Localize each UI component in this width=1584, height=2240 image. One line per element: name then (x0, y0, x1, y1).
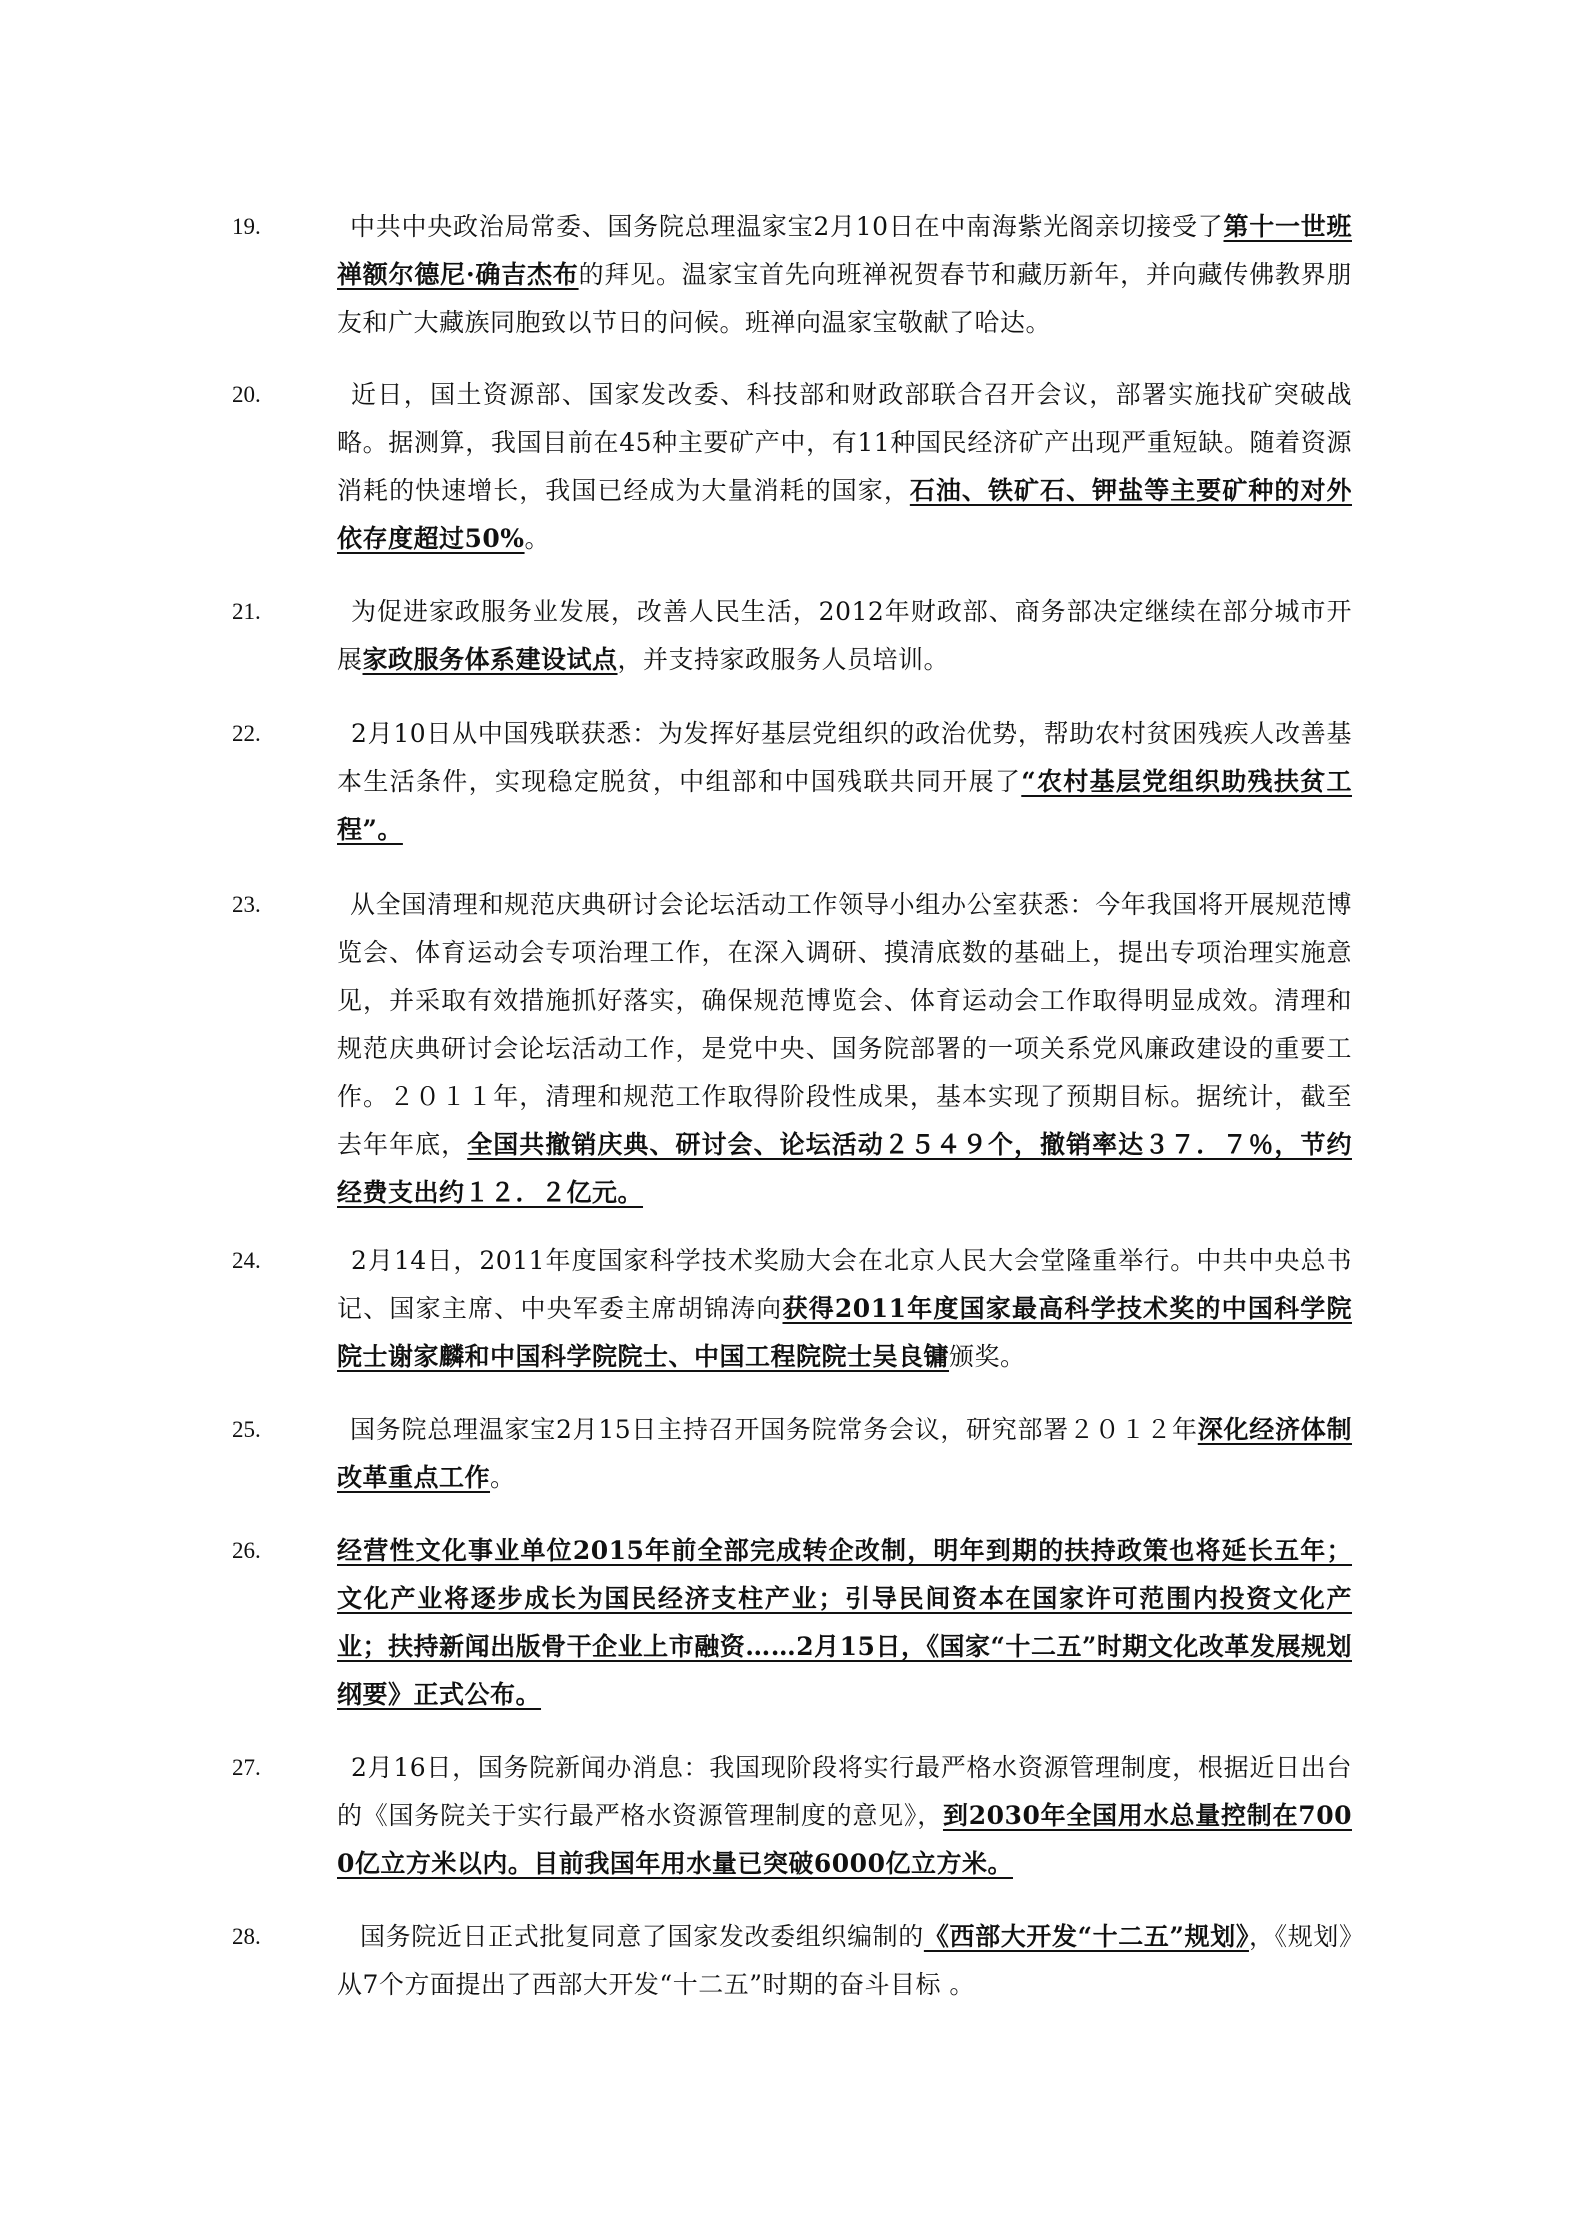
item-number: 19. (232, 214, 261, 239)
item-text (337, 371, 1352, 563)
item-text-segment: 2月14日，2011年度国家科学技术奖励大会在北京人民大会堂隆重举行。中共中央总书记、国家主席、中央军委主席胡锦涛向 (337, 1246, 1352, 1323)
item-highlight: 《西部大开发“十二五”规划》 (923, 1922, 1249, 1951)
item-text-segment: 2月10日从中国残联获悉：为发挥好基层党组织的政治优势，帮助农村贫困残疾人改善基本生活条件，实现稳定脱贫，中组部和中国残联共同开展了 (337, 719, 1352, 796)
item-number: 28. (232, 1924, 261, 1949)
item-text-segment: 国务院近日正式批复同意了国家发改委组织编制的 (360, 1922, 924, 1951)
item-text (337, 1527, 1352, 1719)
item-number: 23. (232, 892, 261, 917)
item-highlight: “农村基层党组织助残扶贫工程”。 (337, 767, 1352, 844)
item-text (337, 1237, 1352, 1381)
item-number: 27. (232, 1755, 261, 1780)
item-highlight: 第十一世班禅额尔德尼·确吉杰布 (337, 212, 1352, 289)
item-number: 26. (232, 1538, 261, 1563)
item-text-segment: 2月16日，国务院新闻办消息：我国现阶段将实行最严格水资源管理制度，根据近日出台的《国务院关于实行最严格水资源管理制度的意见》， (337, 1753, 1352, 1830)
item-highlight: 家政服务体系建设试点 (362, 645, 618, 674)
item-text-segment: 从全国清理和规范庆典研讨会论坛活动工作领导小组办公室获悉：今年我国将开展规范博览会、体育运动会专项治理工作，在深入调研、摸清底数的基础上，提出专项治理实施意见，并采取有效措施抓好落实，确保规范博览会、体育运动会工作取得明显成效。清理和规范庆典研讨会论坛活动工作，是党中央、国务院部署的一项关系党风廉政建设的重要工作。２０１１年，清理和规范工作取得阶段性成果，基本实现了预期目标。据统计，截至去年年底， (337, 890, 1352, 1159)
item-highlight: 全国共撤销庆典、研讨会、论坛活动２５４９个，撤销率达３７．７％，节约经费支出约１２．２亿元。 (337, 1130, 1352, 1207)
item-number: 20. (232, 382, 261, 407)
item-number: 24. (232, 1248, 261, 1273)
item-text (337, 1406, 1352, 1502)
item-text-segment: 。 (490, 1463, 516, 1492)
item-highlight: 到2030年全国用水总量控制在7000亿立方米以内。目前我国年用水量已突破6000亿立方米。 (337, 1801, 1352, 1878)
item-text-segment: 的拜见。温家宝首先向班禅祝贺春节和藏历新年，并向藏传佛教界朋友和广大藏族同胞致以节日的问候。班禅向温家宝敬献了哈达。 (337, 260, 1352, 337)
item-text-segment: 中共中央政治局常委、国务院总理温家宝2月10日在中南海紫光阁亲切接受了 (350, 212, 1224, 241)
item-text (337, 203, 1352, 347)
item-text (337, 710, 1352, 854)
item-text-segment: 颁奖。 (949, 1342, 1026, 1371)
item-text (337, 881, 1352, 1217)
item-text-segment: 为促进家政服务业发展，改善人民生活，2012年财政部、商务部决定继续在部分城市开展 (337, 597, 1352, 674)
item-text-segment: 国务院总理温家宝2月15日主持召开国务院常务会议，研究部署２０１２年 (350, 1415, 1198, 1444)
item-highlight: 经营性文化事业单位2015年前全部完成转企改制，明年到期的扶持政策也将延长五年；文化产业将逐步成长为国民经济支柱产业；引导民间资本在国家许可范围内投资文化产业；扶持新闻出版骨干企业上市融资……2月15日，《国家“十二五”时期文化改革发展规划纲要》正式公布。 (337, 1536, 1352, 1709)
item-text (337, 1913, 1352, 2009)
item-number: 22. (232, 721, 261, 746)
item-number: 25. (232, 1417, 261, 1442)
item-text-segment: 。 (524, 524, 551, 553)
item-text (337, 1744, 1352, 1888)
item-highlight: 石油、铁矿石、钾盐等主要矿种的对外依存度超过50% (337, 476, 1352, 553)
item-highlight: 深化经济体制改革重点工作 (337, 1415, 1352, 1492)
item-highlight: 获得2011年度国家最高科学技术奖的中国科学院院士谢家麟和中国科学院院士、中国工程院院士吴良镛 (337, 1294, 1352, 1371)
item-text (337, 588, 1352, 684)
item-text-segment: 近日，国土资源部、国家发改委、科技部和财政部联合召开会议，部署实施找矿突破战略。据测算，我国目前在45种主要矿产中，有11种国民经济矿产出现严重短缺。随着资源消耗的快速增长，我国已经成为大量消耗的国家， (337, 380, 1352, 505)
item-text-segment: ，并支持家政服务人员培训。 (617, 645, 950, 674)
item-number: 21. (232, 599, 261, 624)
item-text-segment: ，《规划》从7个方面提出了西部大开发“十二五”时期的奋斗目标 。 (337, 1922, 1352, 1999)
